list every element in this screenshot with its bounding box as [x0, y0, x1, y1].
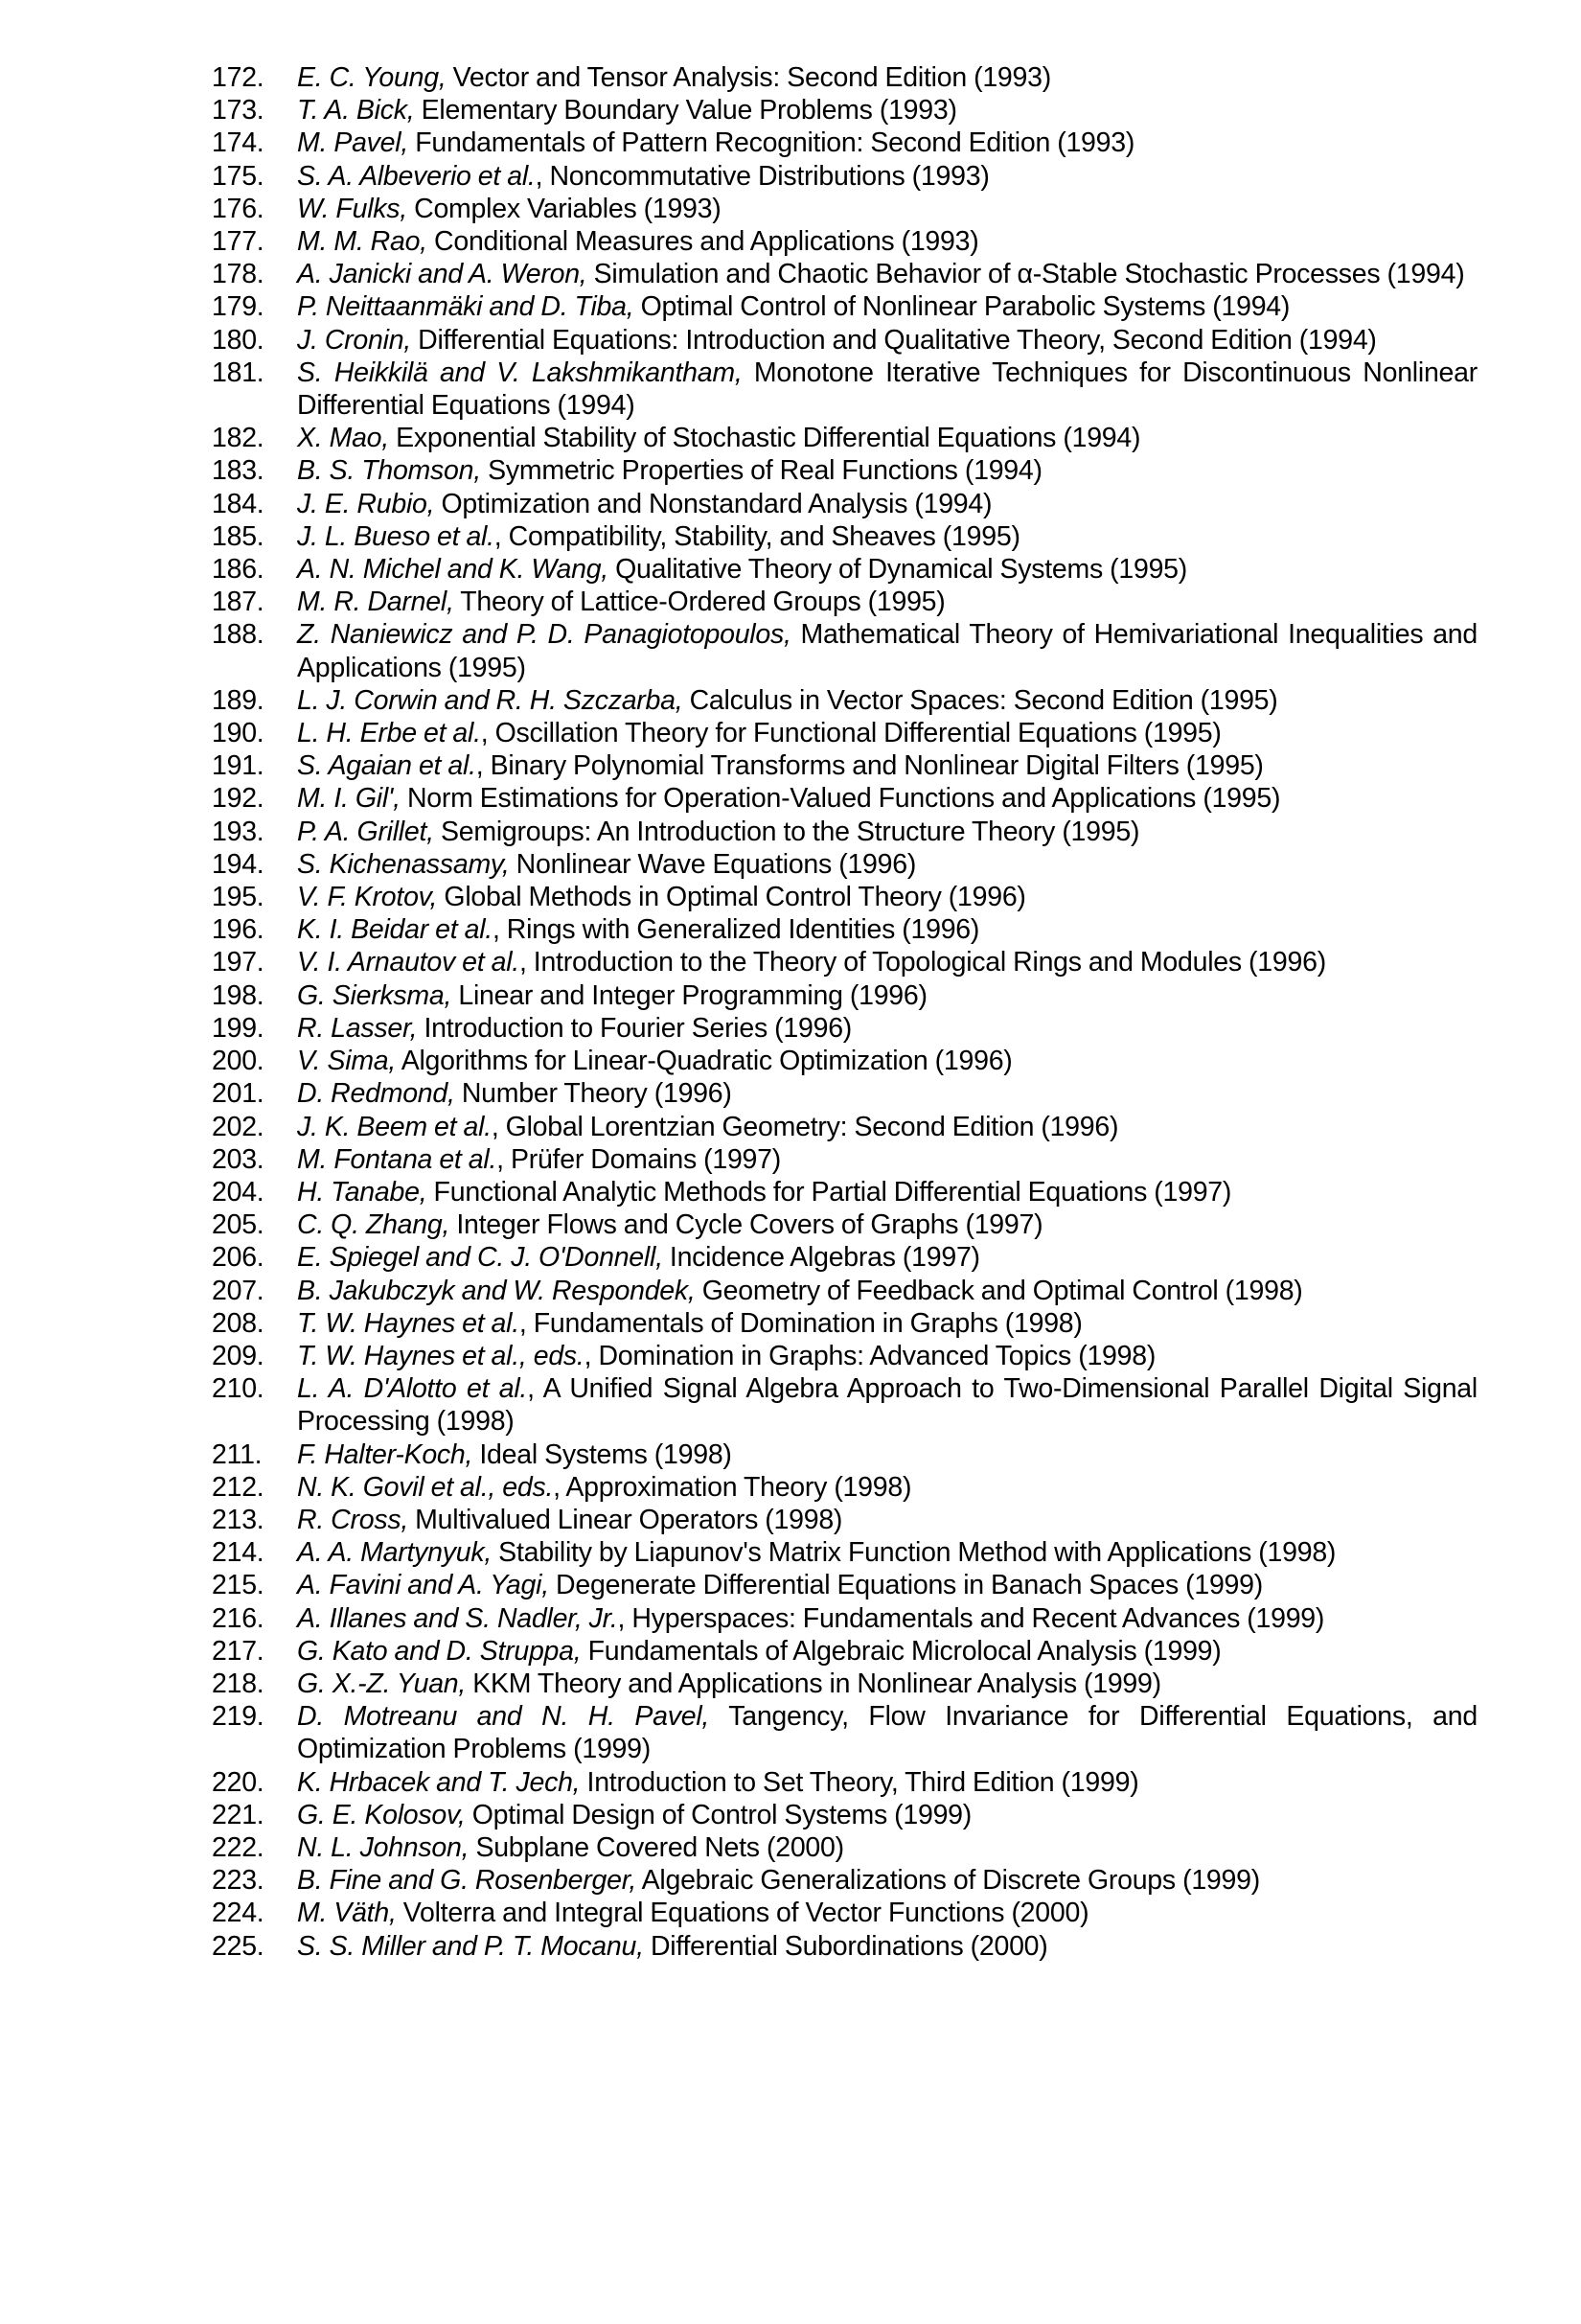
entry-number: 224. — [212, 1898, 264, 1929]
entry-title: Symmetric Properties of Real Functions (1994) — [480, 455, 1043, 487]
list-item — [212, 520, 1478, 553]
entry-title: , Oscillation Theory for Functional Differential Equations (1995) — [480, 718, 1222, 749]
entry-title: Tangency, Flow Invariance for Differential Equations, and Optimization Problems (1999) — [297, 1701, 1478, 1765]
entry-number: 187. — [212, 587, 264, 618]
entry-number: 174. — [212, 127, 264, 159]
entry-title: Number Theory (1996) — [454, 1078, 732, 1110]
entry-number: 178. — [212, 259, 264, 290]
entry-title: Optimal Control of Nonlinear Parabolic Systems (1994) — [633, 291, 1291, 323]
entry-title: Theory of Lattice-Ordered Groups (1995) — [453, 587, 946, 618]
entry-title: , Rings with Generalized Identities (1996) — [492, 914, 980, 946]
list-item — [212, 749, 1478, 782]
entry-title: Incidence Algebras (1997) — [662, 1242, 980, 1274]
list-item — [212, 422, 1478, 454]
entry-number: 197. — [212, 947, 264, 978]
entry-title: , Global Lorentzian Geometry: Second Edition (1996) — [491, 1111, 1119, 1142]
entry-title: Norm Estimations for Operation-Valued Functions and Applications (1995) — [400, 783, 1281, 815]
entry-author: A. N. Michel and K. Wang, — [297, 554, 608, 586]
list-item — [212, 1799, 1478, 1831]
entry-author: J. K. Beem et al. — [297, 1111, 492, 1142]
entry-title: , Binary Polynomial Transforms and Nonlinear Digital Filters (1995) — [475, 750, 1264, 782]
list-item — [212, 913, 1478, 946]
entry-number: 196. — [212, 914, 264, 946]
list-item — [212, 881, 1478, 913]
entry-author: T. A. Bick, — [297, 95, 415, 127]
list-item — [212, 1668, 1478, 1700]
entry-number: 204. — [212, 1176, 264, 1208]
entry-number: 205. — [212, 1209, 264, 1241]
entry-author: G. X.-Z. Yuan, — [297, 1668, 467, 1699]
entry-author: J. L. Bueso et al. — [297, 520, 494, 552]
entry-title: KKM Theory and Applications in Nonlinear Analysis (1999) — [466, 1668, 1161, 1699]
entry-number: 199. — [212, 1012, 264, 1044]
entry-author: M. Pavel, — [297, 127, 409, 159]
entry-number: 192. — [212, 783, 264, 815]
entry-author: K. Hrbacek and T. Jech, — [297, 1766, 581, 1798]
list-item — [212, 1700, 1478, 1765]
entry-title: Ideal Systems (1998) — [472, 1438, 732, 1470]
entry-title: Degenerate Differential Equations in Banach Spaces (1999) — [548, 1570, 1264, 1601]
entry-title: , Hyperspaces: Fundamentals and Recent Advances (1999) — [617, 1602, 1325, 1634]
list-item — [212, 324, 1478, 357]
entry-number: 211. — [212, 1438, 263, 1470]
entry-author: D. Redmond, — [297, 1078, 455, 1110]
entry-author: A. Janicki and A. Weron, — [297, 259, 587, 290]
entry-author: C. Q. Zhang, — [297, 1209, 450, 1241]
entry-number: 217. — [212, 1635, 264, 1667]
entry-author: S. S. Miller and P. T. Mocanu, — [297, 1930, 644, 1962]
entry-author: N. K. Govil et al., eds. — [297, 1471, 554, 1503]
entry-author: H. Tanabe, — [297, 1176, 427, 1208]
list-item — [212, 1372, 1478, 1438]
list-item — [212, 1864, 1478, 1897]
entry-author: J. E. Rubio, — [297, 488, 435, 519]
entry-author: A. Illanes and S. Nadler, Jr. — [297, 1602, 618, 1634]
entry-number: 181. — [212, 357, 264, 388]
entry-number: 213. — [212, 1504, 264, 1535]
list-item — [212, 1831, 1478, 1864]
list-item — [212, 160, 1478, 193]
entry-number: 173. — [212, 95, 264, 127]
entry-author: N. L. Johnson, — [297, 1831, 470, 1863]
entry-author: T. W. Haynes et al. — [297, 1307, 519, 1339]
entry-author: A. Favini and A. Yagi, — [297, 1570, 549, 1601]
entry-title: Elementary Boundary Value Problems (1993) — [414, 95, 957, 127]
entry-author: F. Halter-Koch, — [297, 1438, 473, 1470]
entry-number: 179. — [212, 291, 264, 323]
entry-title: Nonlinear Wave Equations (1996) — [509, 848, 917, 880]
list-item — [212, 1143, 1478, 1176]
entry-author: G. E. Kolosov, — [297, 1799, 466, 1830]
entry-title: Differential Equations: Introduction and Qualitative Theory, Second Edition (1994) — [410, 324, 1377, 356]
entry-number: 207. — [212, 1275, 264, 1306]
list-item — [212, 1438, 1478, 1471]
entry-author: B. Jakubczyk and W. Respondek, — [297, 1275, 696, 1306]
list-item — [212, 258, 1478, 290]
list-item — [212, 816, 1478, 848]
entry-number: 189. — [212, 684, 264, 716]
entry-number: 198. — [212, 979, 264, 1011]
entry-author: M. Fontana et al. — [297, 1143, 497, 1175]
entry-author: G. Kato and D. Struppa, — [297, 1635, 582, 1667]
entry-title: Calculus in Vector Spaces: Second Edition (1995) — [682, 684, 1278, 716]
entry-title: Stability by Liapunov's Matrix Function Method with Applications (1998) — [492, 1537, 1337, 1569]
entry-author: P. Neittaanmäki and D. Tiba, — [297, 291, 634, 323]
entry-title: , Noncommutative Distributions (1993) — [535, 160, 990, 192]
entry-title: Functional Analytic Methods for Partial Differential Equations (1997) — [426, 1176, 1232, 1208]
entry-title: Geometry of Feedback and Optimal Control (1998) — [695, 1275, 1303, 1306]
entry-number: 172. — [212, 62, 264, 93]
entry-number: 218. — [212, 1668, 264, 1699]
entry-author: P. A. Grillet, — [297, 816, 434, 847]
entry-author: R. Cross, — [297, 1504, 409, 1535]
entry-author: B. S. Thomson, — [297, 455, 481, 487]
list-item — [212, 1930, 1478, 1963]
entry-title: Algorithms for Linear-Quadratic Optimization (1996) — [396, 1046, 1013, 1077]
entry-title: Volterra and Integral Equations of Vector Functions (2000) — [396, 1898, 1089, 1929]
list-item — [212, 357, 1478, 422]
list-item — [212, 1241, 1478, 1274]
entry-number: 220. — [212, 1766, 264, 1798]
entry-title: Complex Variables (1993) — [406, 193, 722, 224]
list-item — [212, 1111, 1478, 1143]
entry-author: A. A. Martynyuk, — [297, 1537, 493, 1569]
list-item — [212, 1536, 1478, 1569]
entry-number: 206. — [212, 1242, 264, 1274]
entry-author: M. M. Rao, — [297, 226, 427, 258]
entry-title: , Prüfer Domains (1997) — [496, 1143, 781, 1175]
entry-author: E. C. Young, — [297, 62, 447, 93]
entry-number: 190. — [212, 718, 264, 749]
entry-number: 212. — [212, 1471, 264, 1503]
list-item — [212, 848, 1478, 881]
entry-author: S. Heikkilä and V. Lakshmikantham, — [297, 357, 743, 388]
entry-number: 216. — [212, 1602, 264, 1634]
entry-title: , Compatibility, Stability, and Sheaves (1995) — [493, 520, 1020, 552]
entry-author: E. Spiegel and C. J. O'Donnell, — [297, 1242, 663, 1274]
list-item — [212, 1471, 1478, 1504]
entry-number: 184. — [212, 488, 264, 519]
entry-number: 176. — [212, 193, 264, 224]
entry-number: 225. — [212, 1930, 264, 1962]
entry-number: 191. — [212, 750, 264, 782]
entry-title: Conditional Measures and Applications (1993) — [426, 226, 979, 258]
list-item — [212, 488, 1478, 520]
entry-number: 175. — [212, 160, 264, 192]
list-item — [212, 1766, 1478, 1799]
entry-author: K. I. Beidar et al. — [297, 914, 493, 946]
entry-author: M. I. Gil', — [297, 783, 401, 815]
entry-number: 188. — [212, 619, 264, 651]
entry-number: 183. — [212, 455, 264, 487]
entry-title: , Fundamentals of Domination in Graphs (1998) — [518, 1307, 1083, 1339]
entry-author: M. R. Darnel, — [297, 587, 454, 618]
entry-number: 185. — [212, 520, 264, 552]
entry-author: W. Fulks, — [297, 193, 407, 224]
list-item — [212, 1897, 1478, 1929]
entry-author: L. H. Erbe et al. — [297, 718, 481, 749]
entry-title: Integer Flows and Cycle Covers of Graphs (1997) — [449, 1209, 1043, 1241]
entry-title: Introduction to Fourier Series (1996) — [417, 1012, 853, 1044]
entry-number: 200. — [212, 1046, 264, 1077]
entry-title: Monotone Iterative Techniques for Discontinuous Nonlinear Differential Equations (1994) — [297, 357, 1478, 422]
entry-title: Fundamentals of Pattern Recognition: Second Edition (1993) — [408, 127, 1135, 159]
entry-author: T. W. Haynes et al., eds. — [297, 1340, 584, 1371]
entry-author: M. Väth, — [297, 1898, 397, 1929]
list-item — [212, 1504, 1478, 1536]
entry-author: V. I. Arnautov et al. — [297, 947, 519, 978]
entry-author: G. Sierksma, — [297, 979, 452, 1011]
entry-number: 210. — [212, 1373, 264, 1405]
entry-number: 222. — [212, 1831, 264, 1863]
entry-author: X. Mao, — [297, 423, 389, 454]
entry-number: 221. — [212, 1799, 264, 1830]
entry-author: L. J. Corwin and R. H. Szczarba, — [297, 684, 683, 716]
entry-number: 194. — [212, 848, 264, 880]
list-item — [212, 454, 1478, 487]
list-item — [212, 946, 1478, 978]
entry-author: S. A. Albeverio et al. — [297, 160, 536, 192]
entry-number: 202. — [212, 1111, 264, 1142]
entry-title: Simulation and Chaotic Behavior of α-Stable Stochastic Processes (1994) — [586, 259, 1465, 290]
entry-number: 182. — [212, 423, 264, 454]
entry-title: , Introduction to the Theory of Topological Rings and Modules (1996) — [518, 947, 1326, 978]
entry-number: 219. — [212, 1701, 264, 1733]
entry-author: S. Kichenassamy, — [297, 848, 510, 880]
list-item — [212, 618, 1478, 683]
entry-author: J. Cronin, — [297, 324, 411, 356]
entry-title: Fundamentals of Algebraic Microlocal Analysis (1999) — [581, 1635, 1222, 1667]
list-item — [212, 127, 1478, 159]
list-item — [212, 225, 1478, 258]
entry-title: Multivalued Linear Operators (1998) — [408, 1504, 843, 1535]
list-item — [212, 94, 1478, 127]
list-item — [212, 61, 1478, 94]
entry-title: Introduction to Set Theory, Third Edition (1999) — [580, 1766, 1139, 1798]
list-item — [212, 586, 1478, 618]
list-item — [212, 1275, 1478, 1307]
entry-title: Subplane Covered Nets (2000) — [469, 1831, 844, 1863]
list-item — [212, 553, 1478, 586]
list-item — [212, 1307, 1478, 1340]
entry-author: L. A. D'Alotto et al. — [297, 1373, 528, 1405]
list-item — [212, 193, 1478, 225]
list-item — [212, 1045, 1478, 1077]
entry-title: Mathematical Theory of Hemivariational Inequalities and Applications (1995) — [297, 619, 1478, 683]
entry-title: Algebraic Generalizations of Discrete Groups (1999) — [636, 1865, 1260, 1897]
list-item — [212, 782, 1478, 815]
entry-title: Optimization and Nonstandard Analysis (1994) — [434, 488, 993, 519]
entry-author: Z. Naniewicz and P. D. Panagiotopoulos, — [297, 619, 791, 651]
entry-title: Linear and Integer Programming (1996) — [451, 979, 928, 1011]
entry-title: , Domination in Graphs: Advanced Topics (1998) — [584, 1340, 1157, 1371]
list-item — [212, 1176, 1478, 1208]
list-item — [212, 979, 1478, 1012]
entry-number: 186. — [212, 554, 264, 586]
entry-author: V. Sima, — [297, 1046, 397, 1077]
entry-author: R. Lasser, — [297, 1012, 418, 1044]
list-item — [212, 1340, 1478, 1372]
entry-number: 215. — [212, 1570, 264, 1601]
entry-author: D. Motreanu and N. H. Pavel, — [297, 1701, 710, 1733]
entry-number: 214. — [212, 1537, 264, 1569]
entry-author: B. Fine and G. Rosenberger, — [297, 1865, 637, 1897]
entry-number: 195. — [212, 882, 264, 913]
list-item — [212, 290, 1478, 323]
list-item — [212, 1208, 1478, 1241]
list-item — [212, 1569, 1478, 1601]
list-item — [212, 1602, 1478, 1635]
list-item — [212, 1635, 1478, 1668]
list-item — [212, 684, 1478, 717]
entry-title: Differential Subordinations (2000) — [643, 1930, 1048, 1962]
entry-number: 208. — [212, 1307, 264, 1339]
entry-title: Optimal Design of Control Systems (1999) — [465, 1799, 973, 1830]
entry-title: Exponential Stability of Stochastic Differential Equations (1994) — [388, 423, 1141, 454]
entry-title: Qualitative Theory of Dynamical Systems (1995) — [607, 554, 1188, 586]
entry-title: , Approximation Theory (1998) — [553, 1471, 912, 1503]
entry-number: 201. — [212, 1078, 264, 1110]
list-item — [212, 1077, 1478, 1110]
book-series-list — [212, 61, 1478, 1963]
entry-author: V. F. Krotov, — [297, 882, 438, 913]
entry-title: Semigroups: An Introduction to the Structure Theory (1995) — [433, 816, 1140, 847]
entry-number: 203. — [212, 1143, 264, 1175]
entry-number: 193. — [212, 816, 264, 847]
list-item — [212, 1012, 1478, 1045]
entry-number: 223. — [212, 1865, 264, 1897]
entry-title: , A Unified Signal Algebra Approach to Two-Dimensional Parallel Digital Signal Processing (1998) — [297, 1373, 1478, 1438]
entry-number: 209. — [212, 1340, 264, 1371]
entry-title: Vector and Tensor Analysis: Second Edition (1993) — [446, 62, 1051, 93]
entry-number: 180. — [212, 324, 264, 356]
list-item — [212, 717, 1478, 749]
entry-author: S. Agaian et al. — [297, 750, 476, 782]
entry-title: Global Methods in Optimal Control Theory (1996) — [437, 882, 1026, 913]
entry-number: 177. — [212, 226, 264, 258]
